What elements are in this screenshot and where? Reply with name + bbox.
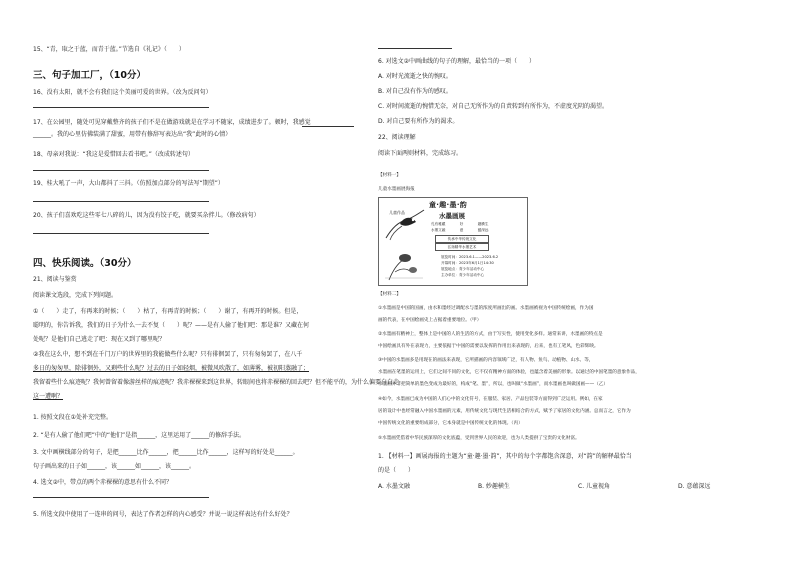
poster-side-title: 儿童作品 <box>389 210 405 215</box>
choice-d: D. 意蕴深远 <box>678 483 711 490</box>
answer-line-20[interactable] <box>33 233 209 234</box>
passage-para2-line1: ②我在这么中，想不到在千门万户的世界里的我能做些什么呢？只有徘徊罢了，只有匆匆罢了，在八千 <box>33 351 303 358</box>
poster-info-open: 开幕时间：2023年6月1日14:30 <box>441 261 494 265</box>
material-2-para4-line3: 中国传统文化的重要组成部分，它本身就是中国传统文化的体现。（丙） <box>378 421 523 426</box>
sub-question-5: 5. 所选文段中使用了一连串的问号，表达了作者怎样的内心感受？并说一说这样表达有什么好处？ <box>33 511 293 518</box>
answer-line-19[interactable] <box>33 201 209 202</box>
material-1-subtitle: 儿童水墨画展海报 <box>378 187 415 192</box>
material-2-para3-line2: 水墨画在笔墨的运用上，它们之间不同的文化，它不仅有精神方面的体验，也蕴含着美丽的形象。以通过的中国笔墨的意象作品， <box>378 370 640 375</box>
material-2-para1-line1: ①水墨画是中国的国画，由水和墨经过调配水与墨的浓度所画出的画。水墨画被视为中国传统绘画，作为国 <box>378 306 594 311</box>
poster-info-host: 主办单位：青少年活动中心 <box>441 273 485 277</box>
question-20: 20、孩子们喜欢吃这些零七八碎的儿，因为没有饺子吃，就要买杂拌儿。（修改病句） <box>33 212 260 219</box>
question-6: 6. 对选文②中画曲线的句子的理解，最恰当的一项（ ） <box>378 58 536 65</box>
question-22-intro: 阅读下面两则材料，完成练习。 <box>378 150 463 157</box>
answer-line-17a[interactable] <box>302 126 354 127</box>
material-2-para4-line1: ④如今，水墨画已成为中国的人们心中的文化符号，在服装、家居、产品包装等方面得到广泛运用。例如，在家 <box>378 397 603 402</box>
option-a: A. 对时光流逝之快的惋叹。 <box>378 73 452 80</box>
sub-question-4: 4. 选文②中，带点的两个赤裸裸的意思有什么不同？ <box>33 479 173 486</box>
option-c: C. 对时间流逝的惋惜无奈，对自己无所作为的自责转到有所作为，不虚度光阴的渴望。 <box>378 103 609 110</box>
poster-banner-2: 弘扬精华水墨艺术 <box>435 243 489 251</box>
choice-a: A. 水墨文融 <box>378 483 410 490</box>
sub-question-3-line2: 句子画出来的日子如______，该______如______，该______。 <box>33 463 196 470</box>
option-b: B. 对自己没有作为的感叹。 <box>378 88 452 95</box>
question-22-title: 22、阅读理解 <box>378 134 416 141</box>
exhibition-poster <box>378 197 528 286</box>
question-16: 16、没有太阳，就不会有我们这个美丽可爱的世界。（改为反问句） <box>33 89 212 96</box>
choice-c: C. 儿童视角 <box>578 483 611 490</box>
passage-para2-line2: 多日的匆匆里，除徘徊外，又剩些什么呢？过去的日子如轻烟，被微风吹散了，如薄雾，被初阳蒸融了； <box>33 365 310 372</box>
sub-question-1: 1. 按照文段在①处补充完整。 <box>33 414 113 421</box>
question-17-line1: 17、在公园里，随处可见穿戴整齐的孩子们不是在做游戏就是在学习不随家，成绩进步了。顿时，我感觉 <box>33 119 311 126</box>
section-3-title: 三、句子加工厂，（10分） <box>33 70 146 81</box>
material-2-para1-line2: 画的代表，在中国绘画史上占据着重要地位。（甲） <box>378 318 482 323</box>
question-21-title: 21、阅读与鉴赏 <box>33 276 77 283</box>
answer-line-s4[interactable] <box>33 497 209 498</box>
option-d: D. 对自己要有所作为的渴求。 <box>378 118 459 125</box>
answer-line-16[interactable] <box>33 107 209 108</box>
passage-para1-line1: ①（ ）走了，有再来的时候；（ ）枯了，有再青的时候；（ ）谢了，有再开的时候。但是， <box>33 308 303 315</box>
sub-question-2: 2. “是有人偷了他们吧”中的“他们”是指______，这里运用了______的修辞手法。 <box>33 432 246 439</box>
material-2-para2-line2: 中国绘画具有外在表现力，主要依据于中国的需要以发挥的作用出来表现的，后来，也有工笔风，色彩辉映。 <box>378 344 599 349</box>
sub-question-3: 3. 文中画横线部分的句子，是把______比作______，把______比作______，这样写的好处是______。 <box>33 449 299 456</box>
passage-para1-line2: 聪明的，你告诉我，我们的日子为什么一去不复（ ）呢？——是有人偷了他们吧：那是谁？又藏在何 <box>33 322 310 329</box>
poster-exhibit-title: 水墨画展 <box>439 212 465 220</box>
material-2-para4-line2: 居的设计中也经常融入中国水墨画的元素，用传统文化与现代生活相结合的方式，赋予了家居的文化内涵。总而言之，它作为 <box>378 409 631 414</box>
poster-theme-line2: 水墨文融 意 蕴深远 <box>431 228 489 232</box>
poster-theme-line1: 孔有雅藏 好 趣横生 <box>431 222 489 226</box>
material-2-label: 【材料二】 <box>378 292 401 297</box>
answer-line-18[interactable] <box>33 170 209 171</box>
ink-flower-illustration <box>383 248 427 282</box>
question-15: 15、“青，取之于蓝，而青于蓝。”节选自《礼记》（ ） <box>33 46 185 53</box>
sub-question-r1-line1: 1. 【材料一】画展海报的主题为“童·趣·墨·韵”，其中的每个字都饱含深意，对“韵”的解释最恰当 <box>378 453 632 460</box>
choice-b: B. 妙趣横生 <box>478 483 510 490</box>
poster-banner-1: 传承中华传统文化 <box>435 235 489 243</box>
poster-headline: 童·趣·墨·韵 <box>429 201 468 209</box>
poster-info-place: 展览地点：青少年活动中心 <box>441 267 485 271</box>
passage-para2-line3: 我留着些什么痕迹呢？我何曾留着像游丝样的痕迹呢？我赤裸裸来到这世界，转眼间也将赤裸裸的回去吧？但不能平的，为什么偏要白白走 <box>33 379 400 386</box>
section-4-title: 四、快乐阅读。（30分） <box>33 258 137 269</box>
material-2-para3-line1: ③中国的水墨画多是用现在的画法来表现，它所描画的内容领域广泛，有人物、鱼鸟、动植物、山水、等， <box>378 358 594 363</box>
material-2-para3-line3: 水墨画并非把简单的墨色变成为最好的，构成“笔、墨”，所以，也叫做“水墨画”，而水墨画也叫做国画——（乙） <box>378 382 609 387</box>
sub-question-r1-line2: 的是（ ） <box>378 467 415 474</box>
poster-info-time: 展览时间：2023.6.1——2023.6.2 <box>441 255 499 259</box>
question-21-intro: 阅读课文选段，完成下列问题。 <box>33 292 118 299</box>
question-18: 18、母亲对我说：“我这是爱惜回去看书吧。”（改成转述句） <box>33 151 194 158</box>
material-2-para5-line1: ⑤水墨画凭借着中华民族深厚的文化底蕴，受到世界人民的欢迎，也为人类提供了宝贵的文化财富。 <box>378 436 580 441</box>
material-1-label: 【材料一】 <box>378 173 401 178</box>
answer-line-top-right[interactable] <box>378 48 452 49</box>
question-19: 19、桂大吼了一声，大山都抖了三抖。（仿照加点部分的写法写“期望”） <box>33 180 224 187</box>
question-17-line2: ______。我的心里仿佛装满了甜蜜，用带有修辞写表达出“我”此时的心情） <box>33 131 232 138</box>
material-2-para2-line1: ②水墨画有精神上，整体上是中国的人的生活的方式，由于写实性，使用变化多样。通常来讲，水墨画的特点是 <box>378 332 603 337</box>
passage-para1-line3: 处呢？是他们自己逃走了吧：现在又到了哪里呢？ <box>33 336 166 343</box>
passage-para2-line4: 这一遭啊？ <box>33 393 64 400</box>
